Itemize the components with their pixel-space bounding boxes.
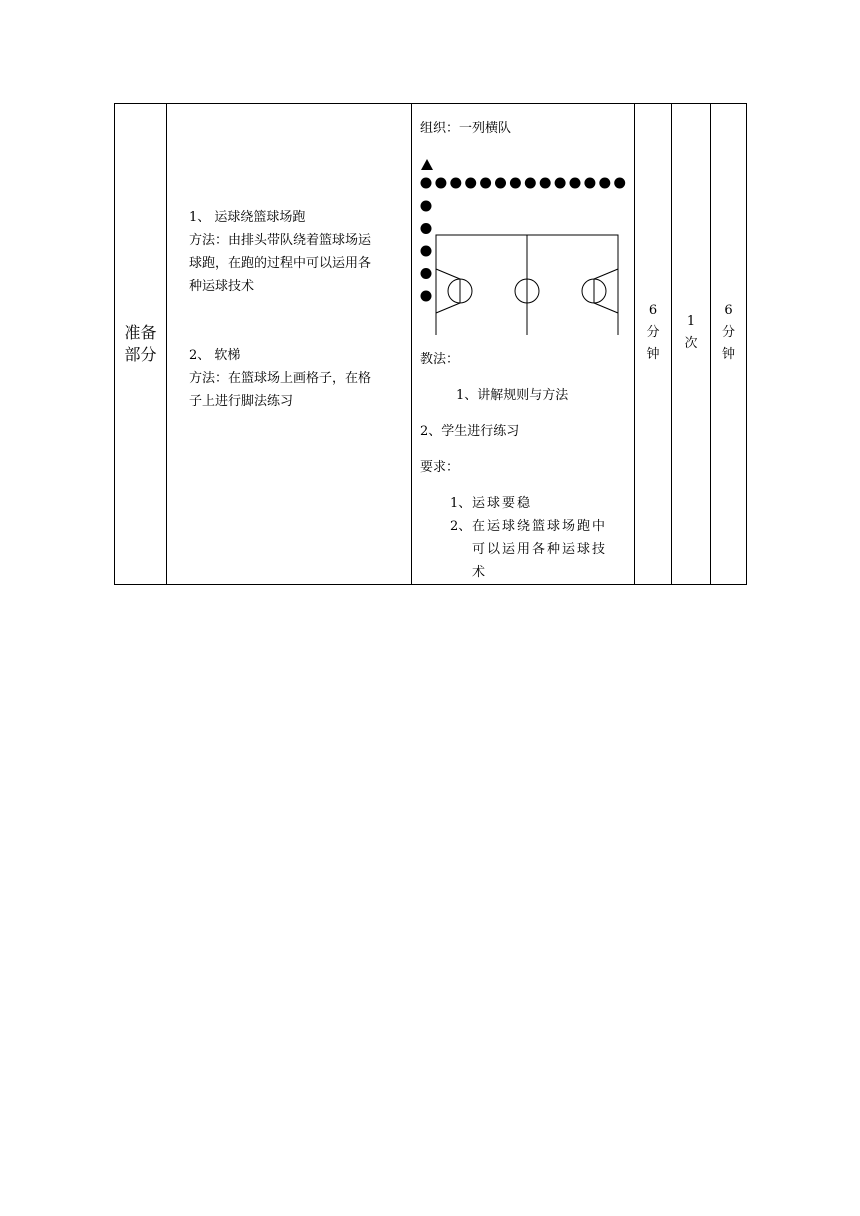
item2-title: 2、 软梯: [189, 348, 241, 363]
student-dot: [599, 178, 610, 189]
student-dot: [614, 178, 625, 189]
court-arc-right-inner: [594, 279, 606, 303]
requirement-1: [420, 492, 630, 515]
total-cell: [711, 104, 747, 585]
item1-method-line3: 种运球技术: [189, 279, 255, 294]
student-dot: [525, 178, 536, 189]
requirements-title: 要求：: [420, 460, 460, 475]
item1-method-line1: 方法：由排头带队绕着篮球场运: [189, 233, 372, 248]
teaching-title: 教法：: [420, 352, 460, 367]
org-title: 组织：一列横队: [420, 121, 512, 136]
total-value: 6: [724, 303, 733, 318]
item1-title: 1、 运球绕篮球场跑: [189, 210, 306, 225]
student-dot: [465, 178, 476, 189]
section-cell: [115, 104, 167, 585]
student-dot: [421, 178, 432, 189]
item2-method-line1: 方法：在篮球场上画格子，在格: [189, 371, 372, 386]
req2-text-line1: 在运球绕篮球场跑中: [472, 519, 608, 534]
requirement-2: [420, 515, 630, 584]
court-lane-left-bottom: [436, 303, 460, 313]
content-cell: [167, 104, 412, 585]
total-unit1: 分: [721, 325, 735, 340]
time-unit2: 钟: [646, 347, 660, 362]
student-dot: [555, 178, 566, 189]
times-unit: 次: [684, 336, 698, 351]
time-cell: [635, 104, 672, 585]
student-dot: [510, 178, 521, 189]
court-arc-right: [582, 279, 594, 303]
req2-text-line2: 可以运用各种运球技: [472, 542, 608, 557]
item1-method-line2: 球跑，在跑的过程中可以运用各: [189, 256, 372, 271]
teacher-triangle-icon: [421, 159, 433, 170]
section-label-line2: 部分: [124, 345, 157, 364]
req1-text: 运球要稳: [472, 496, 533, 511]
req2-text: [472, 515, 630, 584]
teaching-item2: 2、学生进行练习: [420, 424, 520, 439]
student-dot: [450, 178, 461, 189]
req1-num: 1、: [450, 496, 472, 511]
organization-cell: [412, 104, 635, 585]
student-dot: [570, 178, 581, 189]
student-column: [421, 201, 432, 302]
total-unit2: 钟: [721, 347, 735, 362]
req2-num: 2、: [450, 519, 472, 534]
court-lane-right-top: [594, 269, 618, 279]
student-dot: [421, 223, 432, 234]
table-row: [115, 104, 747, 585]
court-arc-left: [460, 279, 472, 303]
court-arc-left-inner: [448, 279, 460, 303]
req2-text-line3: 术: [472, 565, 488, 580]
lesson-plan-table: [114, 103, 747, 585]
times-value: 1: [686, 314, 696, 329]
item2-method-line2: 子上进行脚法练习: [189, 394, 294, 409]
section-label-line1: 准备: [124, 323, 157, 342]
student-dot: [421, 268, 432, 279]
formation-diagram: [418, 153, 630, 335]
times-cell: [672, 104, 711, 585]
court-lane-left-top: [436, 269, 460, 279]
basketball-court: [436, 235, 618, 335]
formation-svg: [418, 153, 633, 335]
student-dot: [480, 178, 491, 189]
court-lane-right-bottom: [594, 303, 618, 313]
student-dot: [421, 291, 432, 302]
student-dot: [495, 178, 506, 189]
time-unit1: 分: [646, 325, 660, 340]
student-row: [421, 178, 626, 189]
student-dot: [540, 178, 551, 189]
student-dot: [421, 201, 432, 212]
teaching-item1: 1、讲解规则与方法: [456, 388, 569, 403]
time-value: 6: [648, 303, 658, 318]
student-dot: [584, 178, 595, 189]
student-dot: [435, 178, 446, 189]
student-dot: [421, 246, 432, 257]
